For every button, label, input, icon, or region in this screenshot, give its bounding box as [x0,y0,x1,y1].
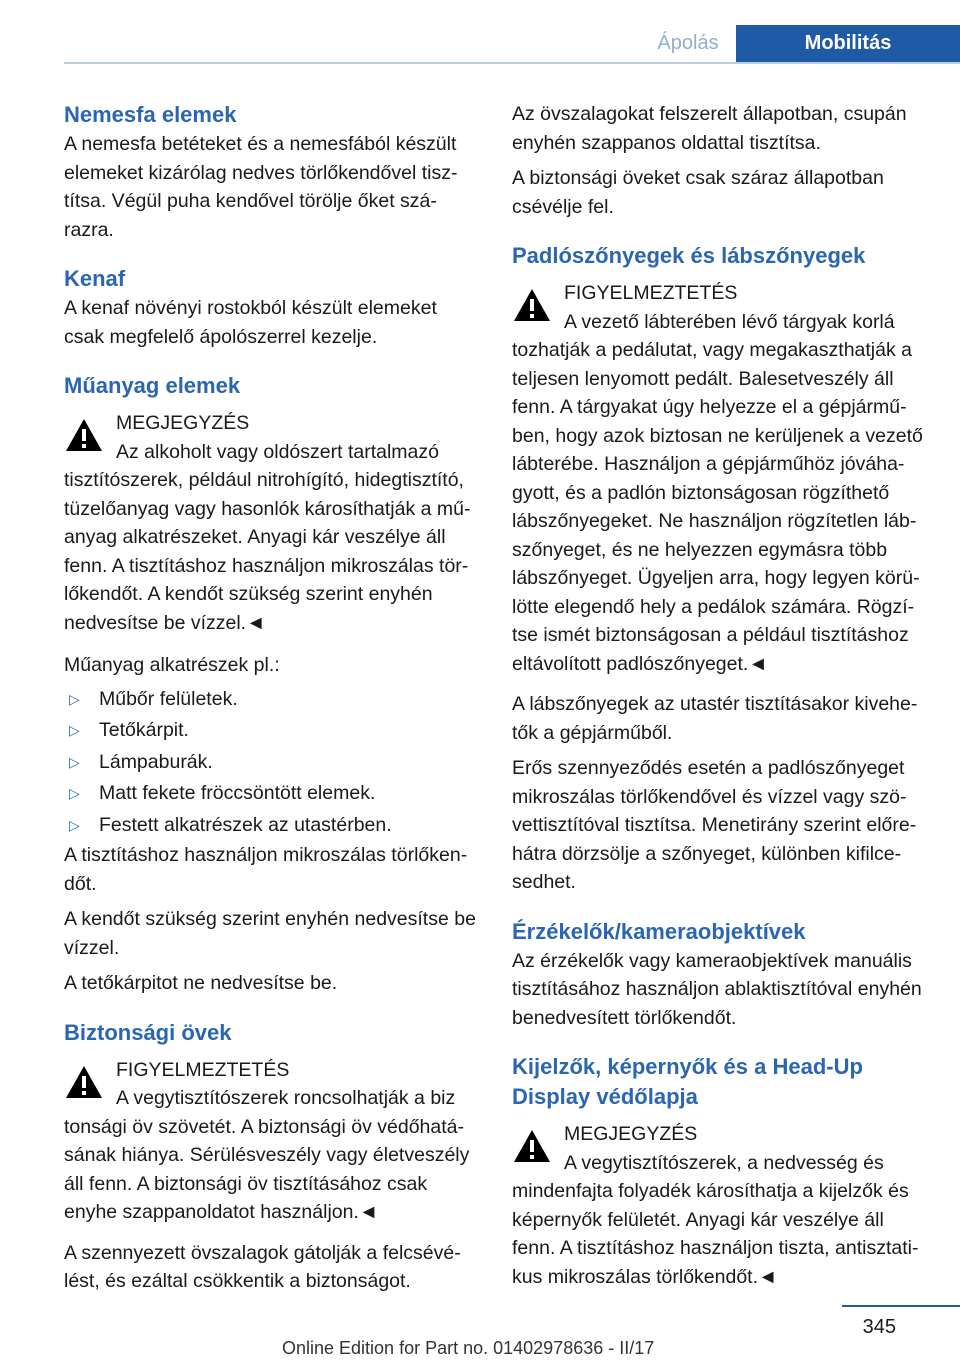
warning-body [512,308,930,679]
paragraph: A szennyezett övszalagok gátolják a felcsévélést, és ezáltal csökkentik a biztonságot. [64,1241,461,1292]
warning-first-line: A vezető lábterében lévő tárgyak korlá [564,310,895,333]
section-title-kenaf: Kenaf [64,266,126,291]
warning-triangle-icon [512,1128,552,1164]
warning-first-line: A vegytisztítószerek roncsolhatják a biz [116,1087,456,1109]
section-text-nemesfa: A nemesfa betéteket és a nemesfából készült elemeket kizárólag nedves törlőkendővel tisztítsa. Végül puha kendővel törölje őket szárazra. [64,133,458,241]
section-title-ovek: Biztonsági övek [64,1019,232,1045]
page-number: 345 [862,1316,896,1338]
tab-apolas[interactable]: Ápolás [657,32,719,54]
left-column [64,100,478,1296]
paragraph: A tetőkárpitot ne nedvesítse be. [64,972,338,994]
section-title-kijelzok: Kijelzők, képernyők és a Head-Up Display védőlapja [512,1054,863,1109]
warning-title: FIGYELMEZTETÉS [116,1058,290,1081]
triangle-right-bullet-icon: ▷ [69,753,80,770]
list-item: ▷ Matt fekete fröccsöntött elemek. [64,778,478,810]
paragraph: A biztonsági öveket csak száraz állapotban csévélje fel. [512,167,884,218]
list-item: ▷ Tetőkárpit. [64,715,478,747]
warning-box-muanyag [64,409,478,637]
warning-title: MEGJEGYZÉS [116,412,250,434]
triangle-right-bullet-icon: ▷ [69,816,80,833]
paragraph: Az övszalagokat felszerelt állapotban, csupán enyhén szappanos oldattal tisztítsa. [512,103,907,154]
warning-box-ovek [64,1056,478,1227]
section-title-erzekelok: Érzékelők/kameraobjektívek [512,918,806,944]
triangle-right-bullet-icon: ▷ [69,785,80,801]
warning-rest: tozhatják a pedálutat, vagy megakaszthatják a teljesen lenyomott pedált. Balesetveszély áll fenn. A tárgyakat úgy helyezze el a gépjárműben, hogy azok biztosan ne kerüljenek a vezető lábterébe. Használjon a gépjárműhöz jóváhagyott, és a padlón biztonságosan rögzíthető lábszőnyegeket. Ne használjon rögzítetlen lábszőnyeget, és ne helyezzen egymásra több lábszőnyeget. Ügyeljen arra, hogy legyen körülötte elegendő hely a pedálok számára. Rögzítse ismét biztonságosan a például tisztításhoz eltávolított padlószőnyeget.◄ [512,339,923,675]
paragraph: A kendőt szükség szerint enyhén nedvesítse be vízzel. [64,908,476,959]
list-intro: Műanyag alkatrészek pl.: [64,654,280,676]
header-rule [64,62,960,64]
warning-triangle-icon [512,287,552,323]
right-column [512,100,930,1291]
section-title-muanyag: Műanyag elemek [64,373,241,398]
section-title-padloszonyeg: Padlószőnyegek és lábszőnyegek [512,243,866,268]
warning-title: MEGJEGYZÉS [564,1123,698,1145]
part-list [64,684,478,842]
list-item: ▷ Műbőr felületek. [64,684,478,716]
warning-rest: tisztítószerek, például nitrohígító, hidegtisztító, tüzelőanyag vagy hasonlók károsíthatják a műanyag alkatrészeket. Anyagi kár veszélye áll fenn. A tisztításhoz használjon mikroszálas törlőkendőt. A kendőt szükség szerint enyhén nedvesítse be vízzel.◄ [64,469,471,634]
triangle-right-bullet-icon: ▷ [69,722,80,738]
warning-body [512,1149,930,1292]
warning-triangle-icon [64,417,104,453]
section-text-kenaf: A kenaf növényi rostokból készült elemeket csak megfelelő ápolószerrel kezelje. [64,297,437,348]
footer-rule [842,1305,960,1307]
triangle-right-bullet-icon: ▷ [69,690,80,707]
warning-rest: tonsági öv szövetét. A biztonsági öv védőhatásának hiánya. Sérülésveszély vagy életveszély áll fenn. A biztonsági öv tisztításához csak enyhe szappanoldatot használjon.◄ [64,1115,470,1223]
section-text-erzekelok: Az érzékelők vagy kameraobjektívek manuális tisztításához használjon ablaktisztítóval enyhén benedvesített törlőkendőt. [512,949,922,1029]
paragraph: A tisztításhoz használjon mikroszálas törlőkendőt. [64,844,468,895]
paragraph: A lábszőnyegek az utastér tisztításakor kivehetők a gépjárműből. [512,693,918,744]
warning-box-padloszonyeg [512,279,930,678]
edition-line: Online Edition for Part no. 01402978636 - II/17 [282,1338,655,1358]
warning-triangle-icon [64,1064,104,1100]
paragraph: Erős szennyeződés esetén a padlószőnyeget mikroszálas törlőkendővel és vízzel vagy szövettisztítóval tisztítsa. Menetirány szerint előre-hátra dörzsölje a szőnyeget, különben kifilcesedhet. [512,757,917,893]
warning-first-line: Az alkoholt vagy oldószert tartalmazó [116,440,439,463]
warning-body [64,438,478,638]
warning-rest: mindenfajta folyadék károsíthatja a kijelzők és képernyők felületét. Anyagi kár veszélye áll fenn. A tisztításhoz használjon tiszta, antisztatikus mikroszálas törlőkendőt.◄ [512,1180,919,1288]
section-title-nemesfa: Nemesfa elemek [64,102,237,127]
tab-mobilitas[interactable]: Mobilitás [736,25,960,62]
list-item: ▷ Festett alkatrészek az utastérben. [64,810,478,842]
warning-box-kijelzok [512,1120,930,1291]
list-item: ▷ Lámpaburák. [64,747,478,779]
warning-first-line: A vegytisztítószerek, a nedvesség és [564,1151,884,1174]
warning-title: FIGYELMEZTETÉS [564,282,738,304]
warning-body [64,1084,478,1227]
